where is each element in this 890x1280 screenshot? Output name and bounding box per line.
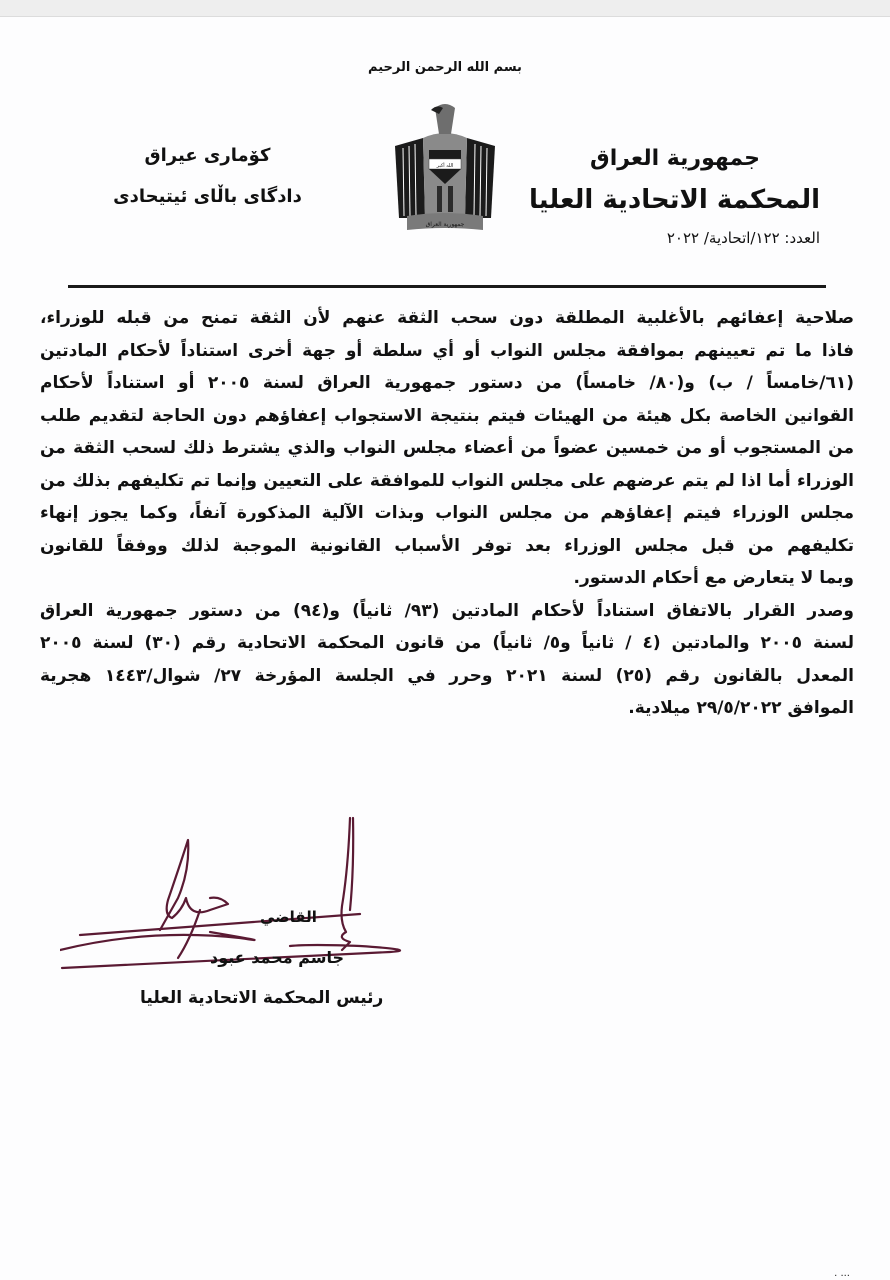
court-name-kurdish: دادگاى باڵاى ئيتيحادى xyxy=(113,186,302,207)
body-line: تكليفهم من قبل مجلس الوزراء بعد توفر الأسباب القانونية الموجبة لذلك ووفقاً للقانون xyxy=(40,535,854,556)
body-line: مجلس الوزراء فيتم إعفاؤهم من مجلس النواب وبذات الآلية المذكورة آنفاً، وكما يجوز إنهاء xyxy=(40,503,854,523)
body-line: (٦١/خامساً / ب) و(٨٠/ خامساً) من دستور جمهورية العراق لسنة ٢٠٠٥ أو استناداً لأحكام xyxy=(40,373,854,393)
body-line: لسنة ٢٠٠٥ والمادتين (٤ / ثانياً و٥/ ثانياً) من قانون المحكمة الاتحادية رقم (٣٠) لسنة ٢٠٠٥ xyxy=(40,633,854,653)
body-line: صلاحية إعفائهم بالأغلبية المطلقة دون سحب الثقة عنهم لأن الثقة تمنح من قبله للوزراء، xyxy=(40,308,854,328)
country-name-kurdish: كۆمارى عيراق xyxy=(144,145,271,166)
body-line: وصدر القرار بالاتفاق استناداً لأحكام المادتين (٩٣/ ثانياً) و(٩٤) من دستور جمهورية العراق xyxy=(40,600,854,621)
footer-cut-text: ... . xyxy=(834,1268,850,1279)
svg-text:جمهورية العراق: جمهورية العراق xyxy=(425,221,465,228)
judge-title: القاضي xyxy=(260,908,317,926)
body-line: المعدل بالقانون رقم (٢٥) لسنة ٢٠٢١ وحرر في الجلسة المؤرخة ٢٧/ شوال/١٤٤٣ هجرية xyxy=(40,665,854,686)
reference-number: العدد: ١٢٢/اتحادية/ ٢٠٢٢ xyxy=(666,229,820,247)
country-name-arabic: جمهورية العراق xyxy=(590,146,760,171)
basmala: بسم الله الرحمن الرحيم xyxy=(368,60,522,75)
body-line: وبما لا يتعارض مع أحكام الدستور. xyxy=(573,568,854,588)
body-line: من المستجوب أو من خمسين عضواً من أعضاء مجلس النواب والذي يشترط ذلك لسحب الثقة من xyxy=(40,438,854,458)
body-line: القوانين الخاصة بكل هيئة من الهيئات فيتم بنتيجة الاستجواب إعفاؤهم دون الحاجة لتقديم طلب xyxy=(40,405,854,426)
iraq-coat-of-arms-eagle-icon xyxy=(385,98,505,238)
ruling-body-text xyxy=(40,302,854,725)
court-name-arabic: المحكمة الاتحادية العليا xyxy=(528,185,820,215)
judge-name: جاسم محمد عبود xyxy=(210,948,345,967)
svg-text:الله أكبر: الله أكبر xyxy=(436,163,454,169)
top-edge-strip xyxy=(0,0,890,17)
body-line: الوزراء أما اذا لم يتم عرضهم على مجلس النواب للموافقة على التعيين وإنما تم تكليفهم بذلك من xyxy=(40,470,854,491)
body-line: فاذا ما تم تعيينهم بموافقة مجلس النواب أو أي سلطة أو جهة أخرى استناداً لأحكام المادتين xyxy=(40,340,854,361)
handwritten-signature-icon xyxy=(60,810,440,970)
body-line: الموافق ٢٩/٥/٢٠٢٢ ميلادية. xyxy=(628,698,854,718)
signature-block xyxy=(60,810,440,1030)
judge-position: رئيس المحكمة الاتحادية العليا xyxy=(140,988,384,1008)
header-right xyxy=(490,140,820,247)
header-divider xyxy=(68,285,826,288)
header-left-kurdish xyxy=(100,145,315,207)
document-page xyxy=(0,17,890,1280)
